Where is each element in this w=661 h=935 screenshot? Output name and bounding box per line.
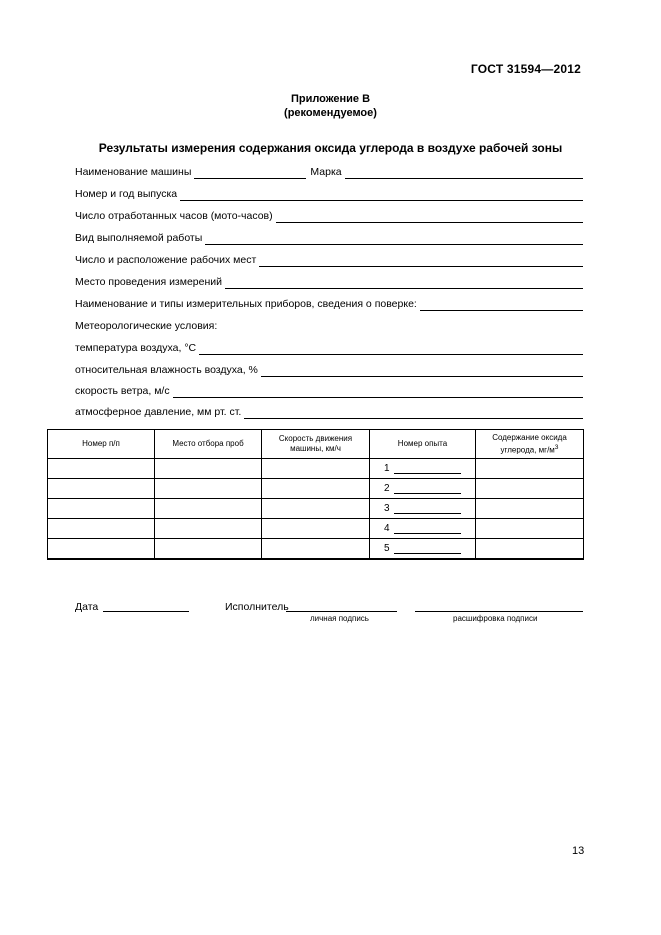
- workplaces-input[interactable]: [259, 254, 583, 267]
- instruments-input[interactable]: [420, 298, 583, 311]
- experiment-number: 1: [384, 463, 390, 474]
- work-type-label: Вид выполняемой работы: [75, 232, 203, 244]
- table-cell[interactable]: [48, 479, 155, 499]
- brand-input[interactable]: [345, 166, 583, 179]
- field-pressure: [75, 403, 583, 419]
- executor-label: Исполнитель: [225, 601, 289, 613]
- field-humidity: [75, 361, 583, 377]
- col-header-index: Номер п/п: [48, 430, 155, 459]
- table-cell[interactable]: [155, 479, 262, 499]
- document-code: ГОСТ 31594—2012: [470, 62, 581, 76]
- table-cell[interactable]: [262, 479, 370, 499]
- signature-decode-input[interactable]: [415, 610, 583, 612]
- field-hours: [75, 207, 583, 223]
- table-cell[interactable]: [262, 459, 370, 479]
- experiment-number-cell[interactable]: [370, 539, 476, 560]
- appendix-heading: [0, 92, 661, 120]
- location-input[interactable]: [225, 276, 583, 289]
- appendix-title: Приложение В: [290, 93, 371, 105]
- pressure-input[interactable]: [244, 406, 583, 419]
- table-cell[interactable]: [476, 519, 584, 539]
- field-wind: [75, 382, 583, 398]
- field-number-year: [75, 185, 583, 201]
- signature-caption: личная подпись: [310, 614, 369, 623]
- table-cell[interactable]: [155, 499, 262, 519]
- appendix-subtitle: (рекомендуемое): [284, 107, 377, 119]
- table-cell[interactable]: [155, 519, 262, 539]
- date-input[interactable]: [103, 610, 189, 612]
- brand-label: Марка: [310, 166, 342, 178]
- hours-input[interactable]: [276, 210, 583, 223]
- experiment-line: [394, 523, 461, 534]
- table-cell[interactable]: [476, 499, 584, 519]
- table-cell[interactable]: [476, 479, 584, 499]
- table-header-row: [48, 430, 584, 459]
- experiment-line: [394, 543, 461, 554]
- meteo-label: Метеорологические условия:: [75, 320, 218, 332]
- temperature-input[interactable]: [199, 342, 583, 355]
- field-workplaces: [75, 251, 583, 267]
- experiment-number: 5: [384, 543, 390, 554]
- table-cell[interactable]: [262, 539, 370, 560]
- experiment-number-cell[interactable]: [370, 499, 476, 519]
- experiment-number: 4: [384, 523, 390, 534]
- experiment-line: [394, 483, 461, 494]
- wind-input[interactable]: [173, 385, 583, 398]
- table-cell[interactable]: [48, 499, 155, 519]
- experiment-number-cell[interactable]: [370, 479, 476, 499]
- number-year-input[interactable]: [180, 188, 583, 201]
- table-cell[interactable]: [48, 519, 155, 539]
- signature-input[interactable]: [286, 610, 397, 612]
- table-cell[interactable]: [48, 539, 155, 560]
- table-row: [48, 519, 584, 539]
- pressure-label: атмосферное давление, мм рт. ст.: [75, 406, 242, 418]
- col-header-co-content: Содержание оксида углерода, $мг/м^3$: [476, 430, 584, 459]
- table-row: [48, 479, 584, 499]
- field-instruments: [75, 295, 583, 311]
- humidity-input[interactable]: [261, 364, 583, 377]
- signature-decode-caption: расшифровка подписи: [453, 614, 538, 623]
- table-cell[interactable]: [262, 499, 370, 519]
- table-cell[interactable]: [48, 459, 155, 479]
- form-title: Результаты измерения содержания оксида углерода в воздухе рабочей зоны: [98, 141, 563, 155]
- experiment-number-cell[interactable]: [370, 459, 476, 479]
- experiment-number: 2: [384, 483, 390, 494]
- col-header-sampling-place: Место отбора проб: [155, 430, 262, 459]
- date-label: Дата: [75, 601, 99, 613]
- location-label: Место проведения измерений: [75, 276, 223, 288]
- field-machine-name-brand: [75, 163, 583, 179]
- experiment-number: 3: [384, 503, 390, 514]
- table-cell[interactable]: [155, 459, 262, 479]
- table-row: [48, 459, 584, 479]
- humidity-label: относительная влажность воздуха, %: [75, 364, 258, 376]
- table-cell[interactable]: [476, 459, 584, 479]
- machine-name-input[interactable]: [194, 166, 306, 179]
- instruments-label: Наименование и типы измерительных приборов, сведения о поверке:: [75, 298, 417, 310]
- table-cell[interactable]: [476, 539, 584, 560]
- machine-name-label: Наименование машины: [75, 166, 192, 178]
- temperature-label: температура воздуха, °С: [75, 342, 197, 354]
- wind-label: скорость ветра, м/с: [75, 385, 170, 397]
- workplaces-label: Число и расположение рабочих мест: [75, 254, 257, 266]
- table-row: [48, 499, 584, 519]
- page-number: 13: [572, 845, 585, 857]
- table-cell[interactable]: [155, 539, 262, 560]
- field-location: [75, 273, 583, 289]
- work-type-input[interactable]: [205, 232, 583, 245]
- number-year-label: Номер и год выпуска: [75, 188, 178, 200]
- table-cell[interactable]: [262, 519, 370, 539]
- experiment-number-cell[interactable]: [370, 519, 476, 539]
- experiment-line: [394, 503, 461, 514]
- col-header-speed: Скорость движения машины, км/ч: [262, 430, 370, 459]
- results-table: [47, 429, 584, 560]
- table-row: [48, 539, 584, 560]
- col-header-experiment-number: Номер опыта: [370, 430, 476, 459]
- field-temperature: [75, 339, 583, 355]
- field-meteo: [75, 317, 583, 333]
- hours-label: Число отработанных часов (мото-часов): [75, 210, 273, 222]
- field-work-type: [75, 229, 583, 245]
- experiment-line: [394, 463, 461, 474]
